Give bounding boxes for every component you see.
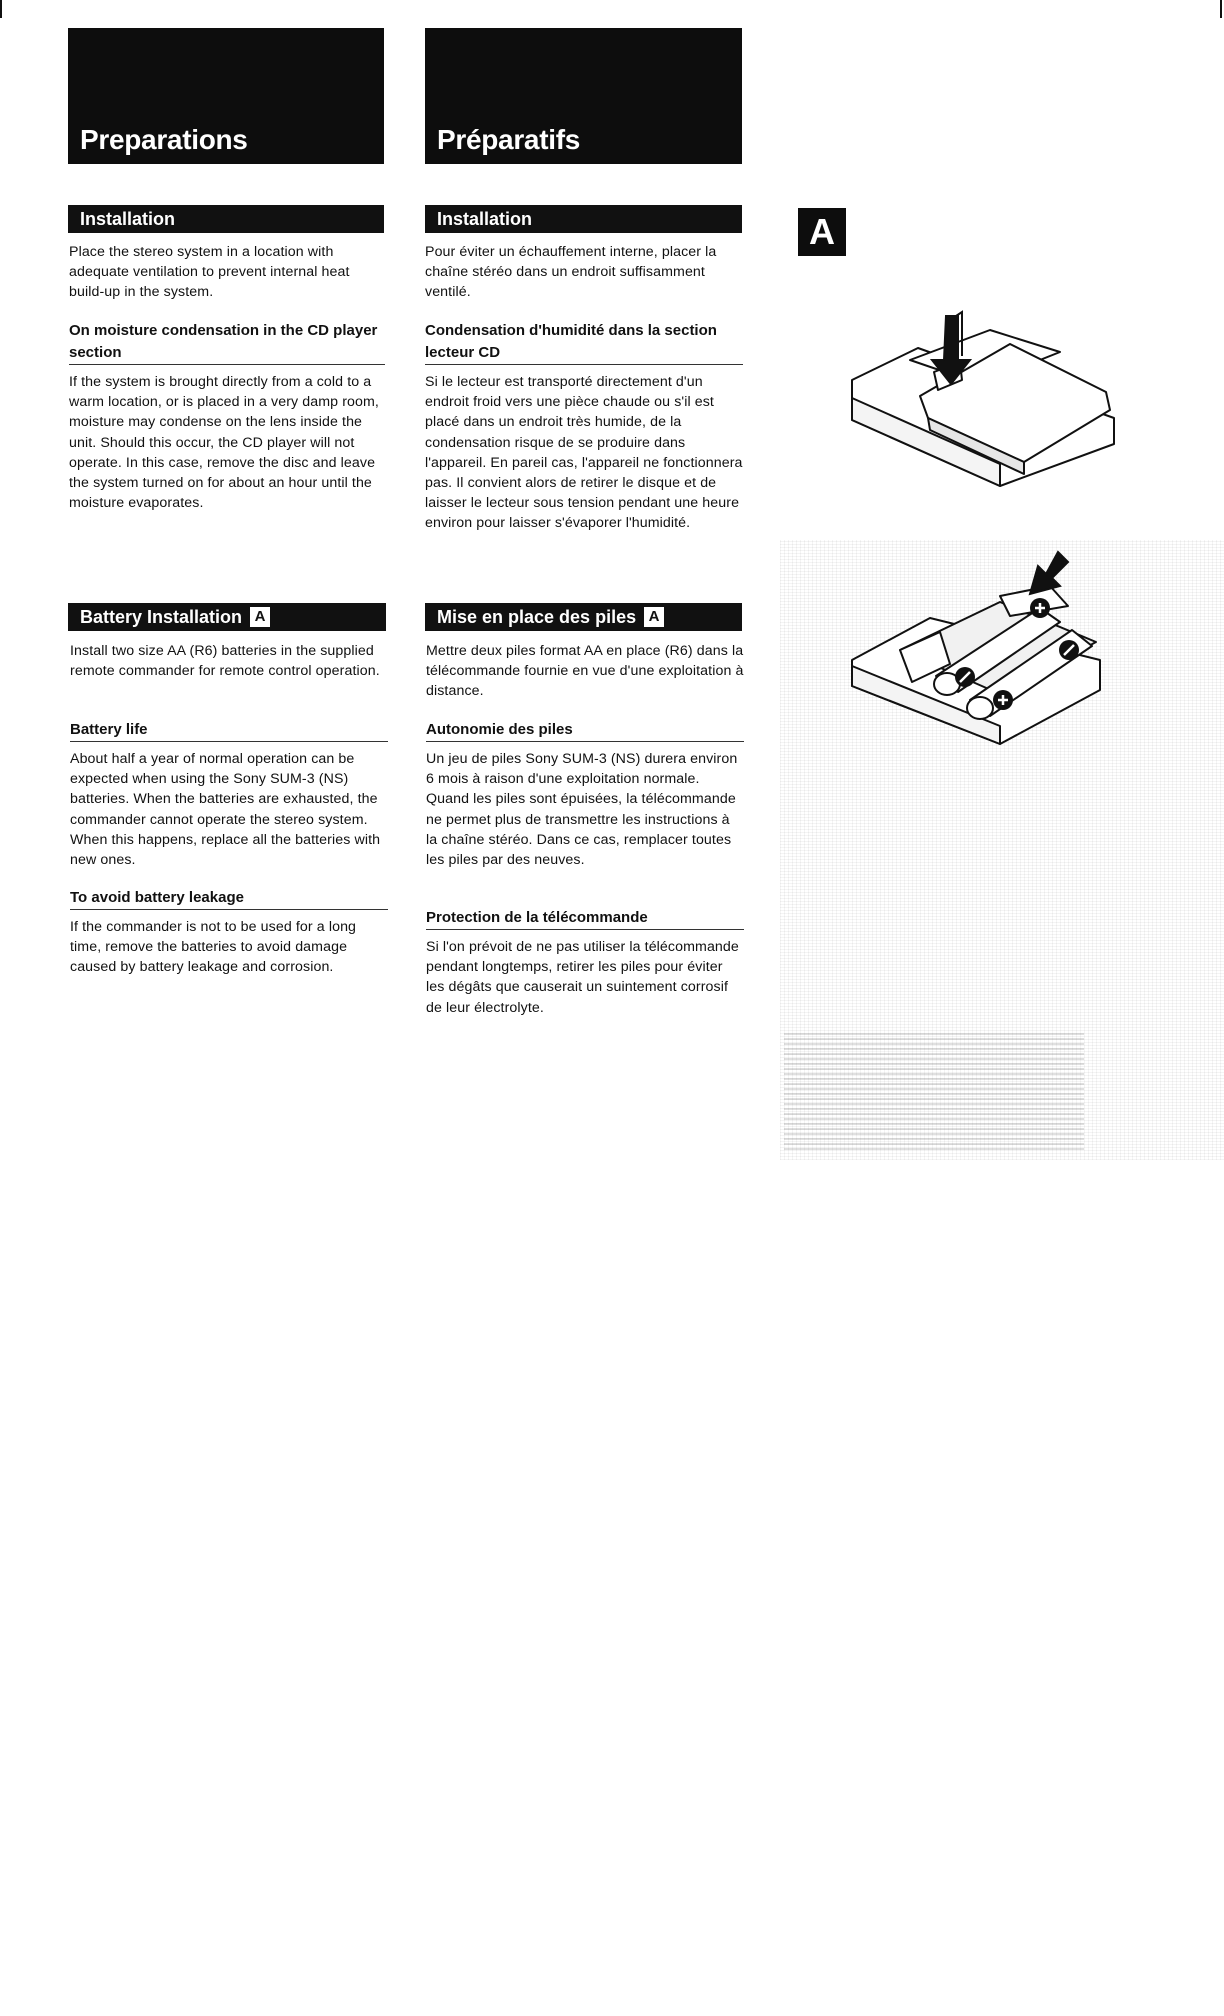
right-edge-mark (1220, 0, 1222, 18)
title-text: Préparatifs (437, 124, 580, 155)
left-edge-mark (0, 0, 2, 18)
protection-heading-french: Protection de la télécommande (426, 907, 744, 930)
page-title-english (68, 28, 384, 164)
installation-heading-english: Installation (68, 205, 384, 233)
installation-heading-french: Installation (425, 205, 742, 233)
battery-heading-english: Battery Installation A (68, 603, 386, 631)
battery-life-text-french: Un jeu de piles Sony SUM-3 (NS) durera environ 6 mois à raison d'une exploitation normale. Quand les piles sont épuisées, la télécommande ne permet plus de transmettre les instructions à la chaîne stéréo. Dans ce cas, remplacer toutes les piles par des neuves. (426, 751, 738, 869)
leakage-heading-english: To avoid battery leakage (70, 887, 388, 910)
figure-reference-badge: A (644, 607, 664, 627)
battery-text-french: Mettre deux piles format AA en place (R6) dans la télécommande fournie en vue d'une exploitation à distance. (426, 643, 744, 700)
installation-text-english: Place the stereo system in a location with adequate ventilation to prevent internal heat build-up in the system. (69, 244, 350, 301)
figure-reference-badge: A (250, 607, 270, 627)
installation-text-french: Pour éviter un échauffement interne, placer la chaîne stéréo dans un endroit suffisamment ventilé. (425, 244, 717, 301)
battery-life-heading-english: Battery life (70, 719, 388, 742)
battery-text-english: Install two size AA (R6) batteries in the supplied remote commander for remote control operation. (70, 643, 380, 680)
moisture-heading-french: Condensation d'humidité dans la section lecteur CD (425, 320, 743, 365)
leakage-text-english: If the commander is not to be used for a long time, remove the batteries to avoid damage caused by battery leakage and corrosion. (70, 919, 357, 976)
scan-noise-band (784, 1030, 1084, 1150)
page-title-french (425, 28, 742, 164)
moisture-text-english: If the system is brought directly from a cold to a warm location, or is placed in a very damp room, moisture may condense on the lens inside the unit. Should this occur, the CD player will not operate. In this case, remove the disc and leave the system turned on for about an hour until the moisture evaporates. (69, 374, 379, 512)
protection-text-french: Si l'on prévoit de ne pas utiliser la télécommande pendant longtemps, retirer les piles pour éviter les dégâts que causerait un suintement corrosif de leur électrolyte. (426, 939, 739, 1016)
battery-life-text-english: About half a year of normal operation can be expected when using the Sony SUM-3 (NS) batteries. When the batteries are exhausted, the commander cannot operate the stereo system. When this happens, replace all the batteries with new ones. (70, 751, 381, 869)
moisture-text-french: Si le lecteur est transporté directement d'un endroit froid vers une pièce chaude ou s'il est placé dans un endroit très humide, de la condensation risque de se produire dans l'appareil. En pareil cas, l'appareil ne fonctionnera pas. Il convient alors de retirer le disque et de laisser le lecteur sous tension pendant une heure environ pour laisser s'évaporer l'humidité. (425, 374, 743, 532)
battery-heading-french: Mise en place des piles A (425, 603, 742, 631)
figure-label: A (798, 208, 846, 256)
battery-life-heading-french: Autonomie des piles (426, 719, 744, 742)
press-arrow (932, 312, 970, 384)
moisture-heading-english: On moisture condensation in the CD player section (69, 320, 385, 365)
title-text: Preparations (80, 124, 248, 155)
